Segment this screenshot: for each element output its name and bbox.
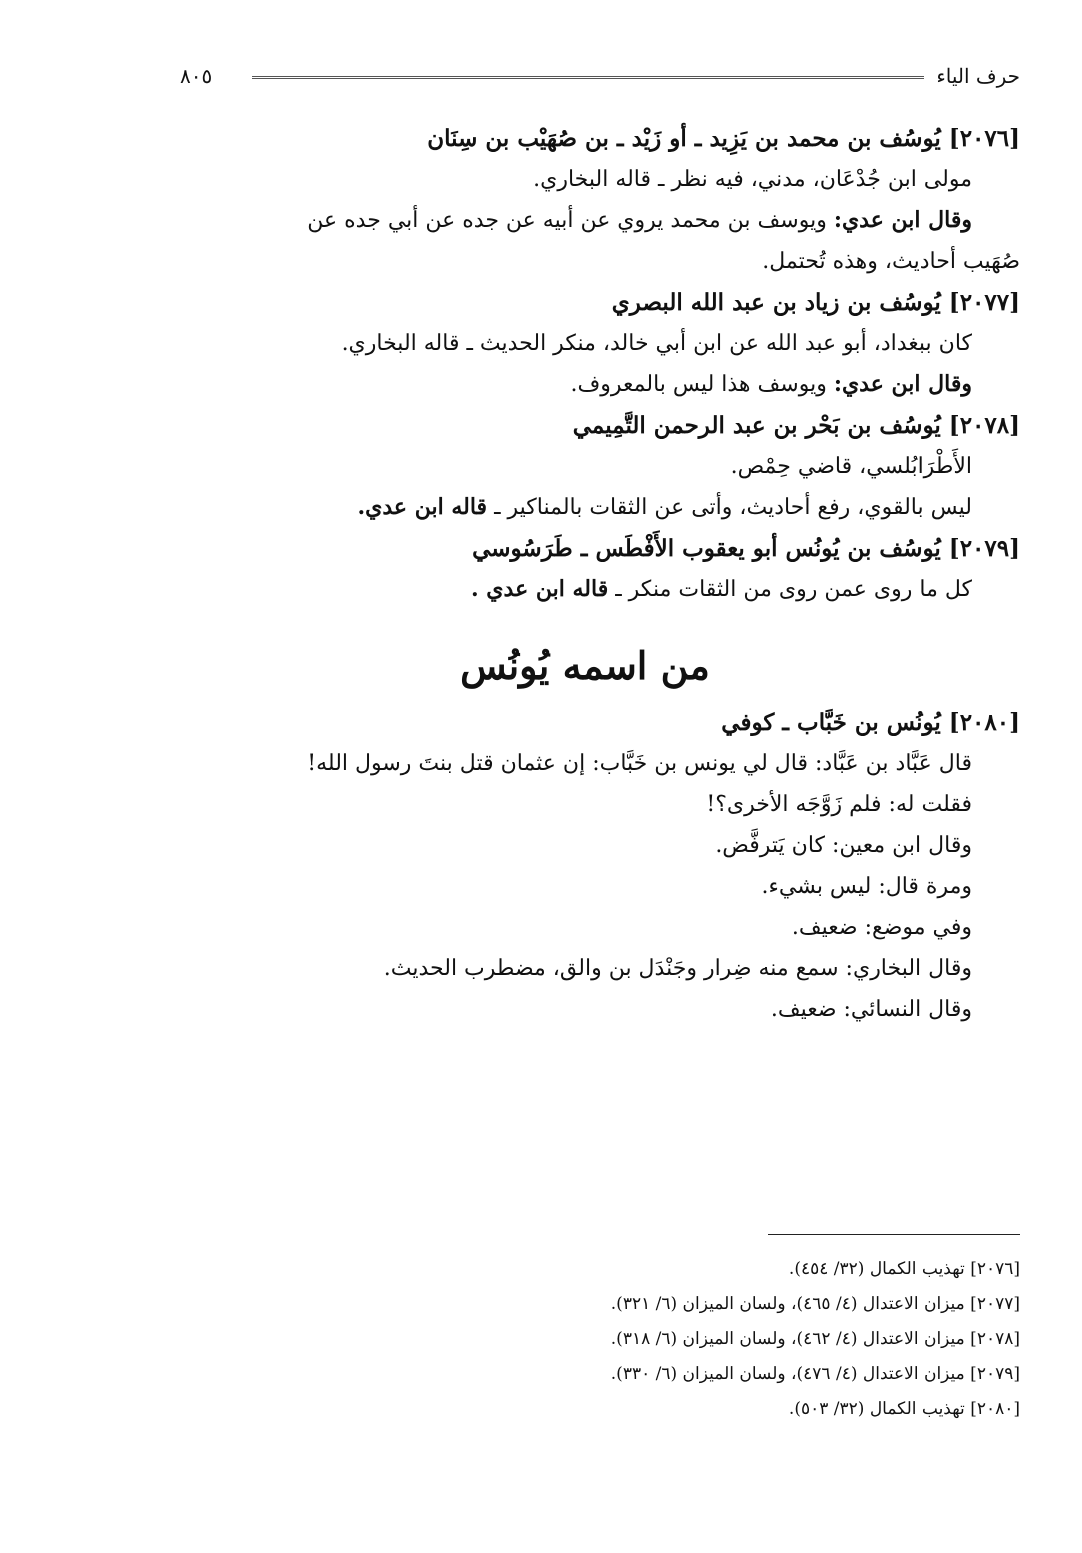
entry-label: وقال ابن عدي: <box>833 207 972 233</box>
entry-line: وقال البخاري: سمع منه ضِرار وجَنْدَل بن والق، مضطرب الحديث. <box>383 956 972 981</box>
footnote: [٢٠٧٧] ميزان الاعتدال (٤/ ٤٦٥)، ولسان الميزان (٦/ ٣٢١). <box>610 1294 1020 1314</box>
header-rule <box>252 76 924 79</box>
entry-line <box>150 569 1020 610</box>
footnotes <box>300 1252 1020 1427</box>
main-text <box>150 118 1020 1030</box>
footnote: [٢٠٧٨] ميزان الاعتدال (٤/ ٤٦٢)، ولسان الميزان (٦/ ٣١٨). <box>610 1329 1020 1349</box>
entry-label: قاله ابن عدي . <box>470 576 609 602</box>
entry-heading-2080: [٢٠٨٠] يُونُس بن خَبَّاب ـ كوفي <box>721 709 1020 736</box>
entry-line: قال عَبَّاد بن عَبَّاد: قال لي يونس بن خَبَّاب: إن عثمان قتل بنتَ رسول الله! <box>307 751 972 776</box>
running-header <box>180 64 1020 92</box>
entry-text: ويوسف بن محمد يروي عن أبيه عن جده عن أبي جده عن <box>307 208 834 233</box>
entry-label: وقال ابن عدي: <box>833 371 972 397</box>
entry-text: ويوسف هذا ليس بالمعروف. <box>570 372 834 397</box>
entry-heading-2077: [٢٠٧٧] يُوسُف بن زياد بن عبد الله البصري <box>611 289 1020 316</box>
footnote: [٢٠٧٦] تهذيب الكمال (٣٢/ ٤٥٤). <box>788 1259 1020 1279</box>
entry-line <box>150 487 1020 528</box>
entry-line: وفي موضع: ضعيف. <box>791 915 972 940</box>
section-title: من اسمه يُونُس <box>460 643 710 688</box>
entry-heading-2079: [٢٠٧٩] يُوسُف بن يُونُس أبو يعقوب الأَفْطَس ـ طَرَسُوسي <box>472 535 1020 562</box>
entry-heading-2078: [٢٠٧٨] يُوسُف بن بَحْر بن عبد الرحمن التَّمِيمي <box>572 412 1020 439</box>
entry-line: فقلت له: فلم زَوَّجَه الأخرى؟! <box>706 792 972 817</box>
entry-line: ومرة قال: ليس بشيء. <box>761 874 972 899</box>
entry-line: كان ببغداد، أبو عبد الله عن ابن أبي خالد، منكر الحديث ـ قاله البخاري. <box>341 331 972 356</box>
entry-line: صُهَيب أحاديث، وهذه تُحتمل. <box>762 249 1020 274</box>
entry-line <box>150 364 1020 405</box>
page-number: ٨٠٥ <box>180 64 213 88</box>
entry-label: قاله ابن عدي. <box>357 494 488 520</box>
footnote: [٢٠٧٩] ميزان الاعتدال (٤/ ٤٧٦)، ولسان الميزان (٦/ ٣٣٠). <box>610 1364 1020 1384</box>
footnote: [٢٠٨٠] تهذيب الكمال (٣٢/ ٥٠٣). <box>788 1399 1020 1419</box>
entry-line: وقال ابن معين: كان يَترفَّض. <box>715 833 972 858</box>
entry-text: ليس بالقوي، رفع أحاديث، وأتى عن الثقات بالمناكير ـ <box>487 495 972 520</box>
entry-text: كل ما روى عمن روى من الثقات منكر ـ <box>608 577 972 602</box>
entry-heading-2076: [٢٠٧٦] يُوسُف بن محمد بن يَزِيد ـ أو زَيْد ـ بن صُهَيْب بن سِنَان <box>427 125 1020 152</box>
entry-line: وقال النسائي: ضعيف. <box>770 997 972 1022</box>
header-title: حرف الياء <box>936 64 1020 88</box>
footnote-rule <box>768 1234 1020 1235</box>
entry-line: مولى ابن جُدْعَان، مدني، فيه نظر ـ قاله البخاري. <box>533 167 972 192</box>
entry-line <box>150 200 1020 241</box>
entry-line: الأَطْرَابُلسي، قاضي حِمْص. <box>730 454 972 479</box>
